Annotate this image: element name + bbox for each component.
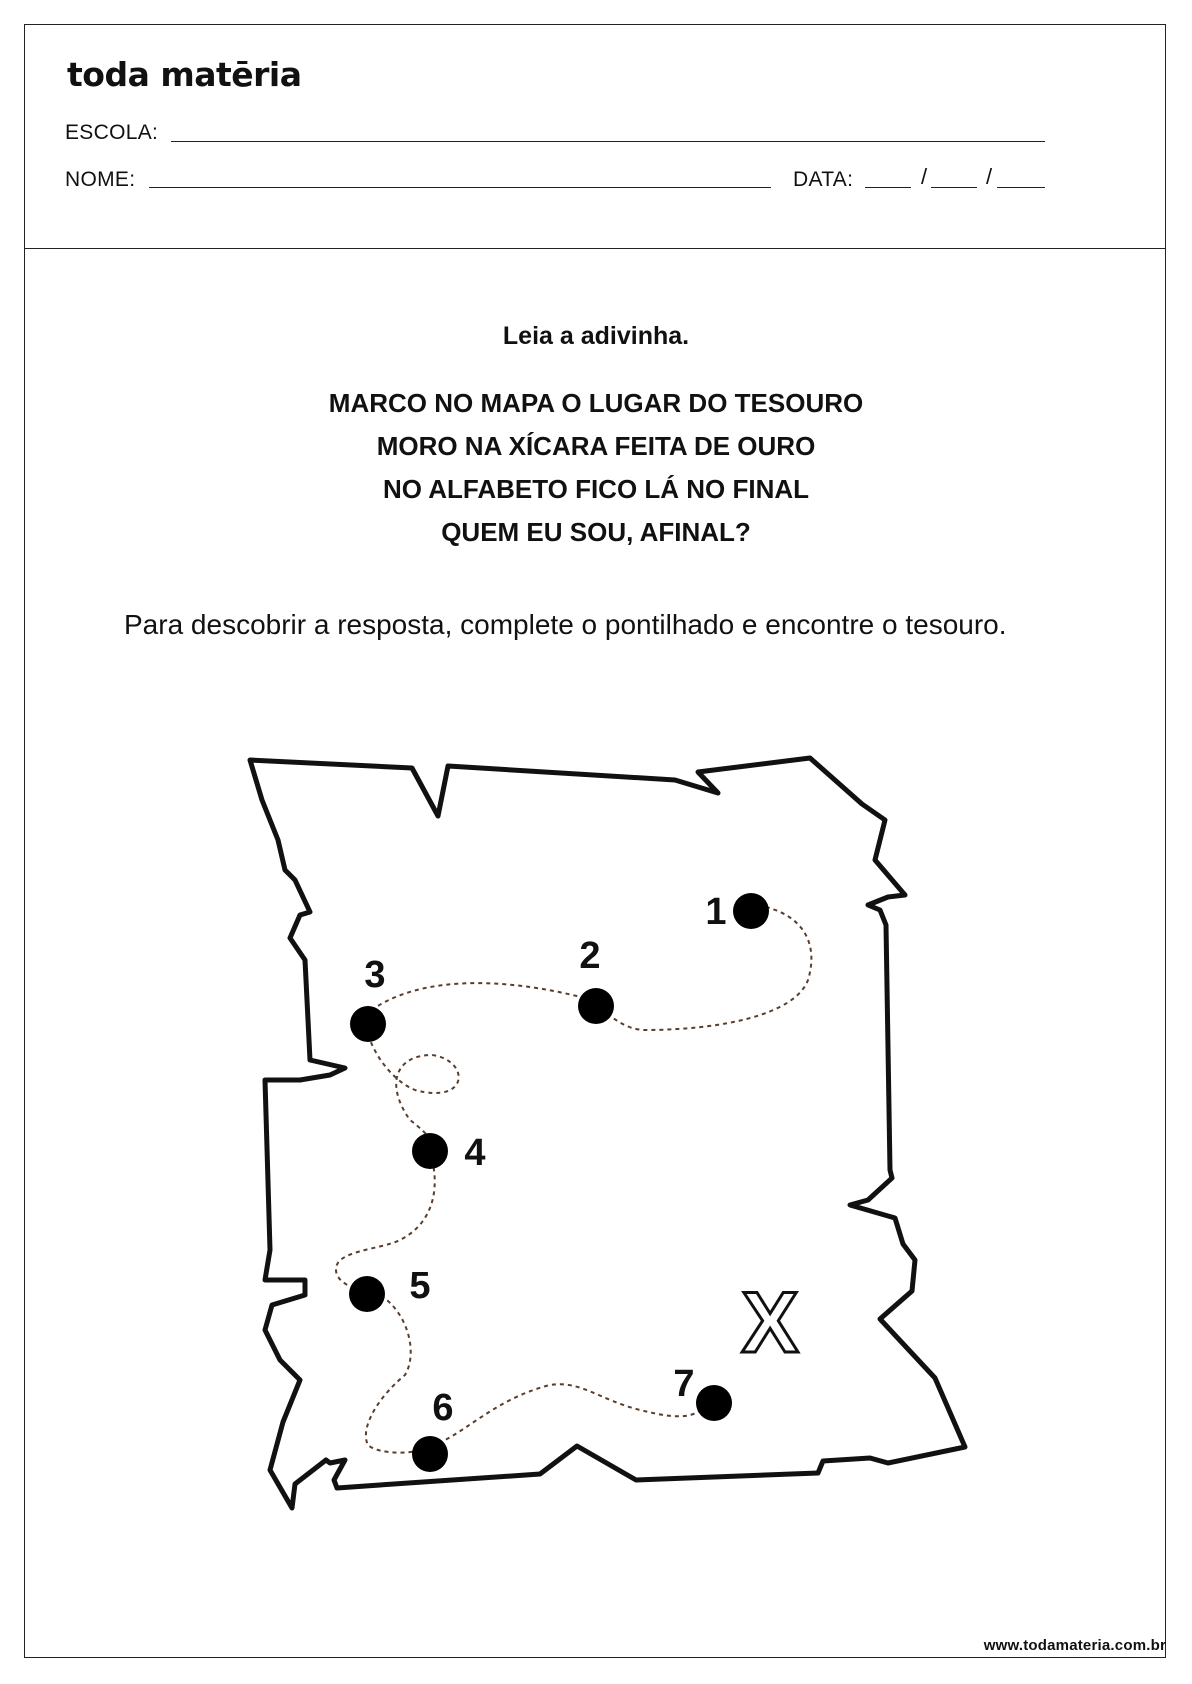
- brand-logo: toda matēria: [67, 55, 302, 94]
- map-points: [349, 891, 769, 1472]
- map-point-label-6: 6: [432, 1387, 454, 1429]
- map-point-dot-1: [733, 893, 769, 929]
- map-point-dot-2: [578, 988, 614, 1024]
- map-point-label-3: 3: [364, 954, 386, 996]
- map-point-dot-6: [412, 1436, 448, 1472]
- map-point-dot-4: [412, 1133, 448, 1169]
- riddle-line: MORO NA XÍCARA FEITA DE OURO: [376, 431, 816, 461]
- instruction-text: Para descobrir a resposta, complete o pontilhado e encontre o tesouro.: [124, 609, 1007, 640]
- map-point-label-5: 5: [409, 1265, 431, 1307]
- dotted-trail: [336, 904, 811, 1453]
- riddle-line: QUEM EU SOU, AFINAL?: [441, 517, 751, 547]
- date-separator-1: /: [921, 164, 928, 189]
- map-point-dot-5: [349, 1276, 385, 1312]
- map-point-label-2: 2: [579, 935, 601, 977]
- riddle-line: MARCO NO MAPA O LUGAR DO TESOURO: [328, 388, 864, 418]
- map-point-dot-7: [696, 1385, 732, 1421]
- date-label: DATA:: [793, 168, 854, 191]
- school-label: ESCOLA:: [65, 121, 159, 144]
- date-separator-2: /: [986, 164, 993, 189]
- map-point-label-1: 1: [705, 891, 727, 933]
- map-point-dot-3: [350, 1006, 386, 1042]
- riddle-line: NO ALFABETO FICO LÁ NO FINAL: [382, 474, 810, 504]
- map-parchment-outline: [250, 758, 965, 1508]
- map-point-label-7: 7: [673, 1363, 695, 1405]
- name-label: NOME:: [65, 168, 136, 191]
- map-point-label-4: 4: [464, 1132, 486, 1174]
- activity-title: Leia a adivinha.: [502, 322, 690, 350]
- treasure-x-mark: X: [741, 1275, 799, 1371]
- footer-url: www.todamateria.com.br: [983, 1637, 1166, 1654]
